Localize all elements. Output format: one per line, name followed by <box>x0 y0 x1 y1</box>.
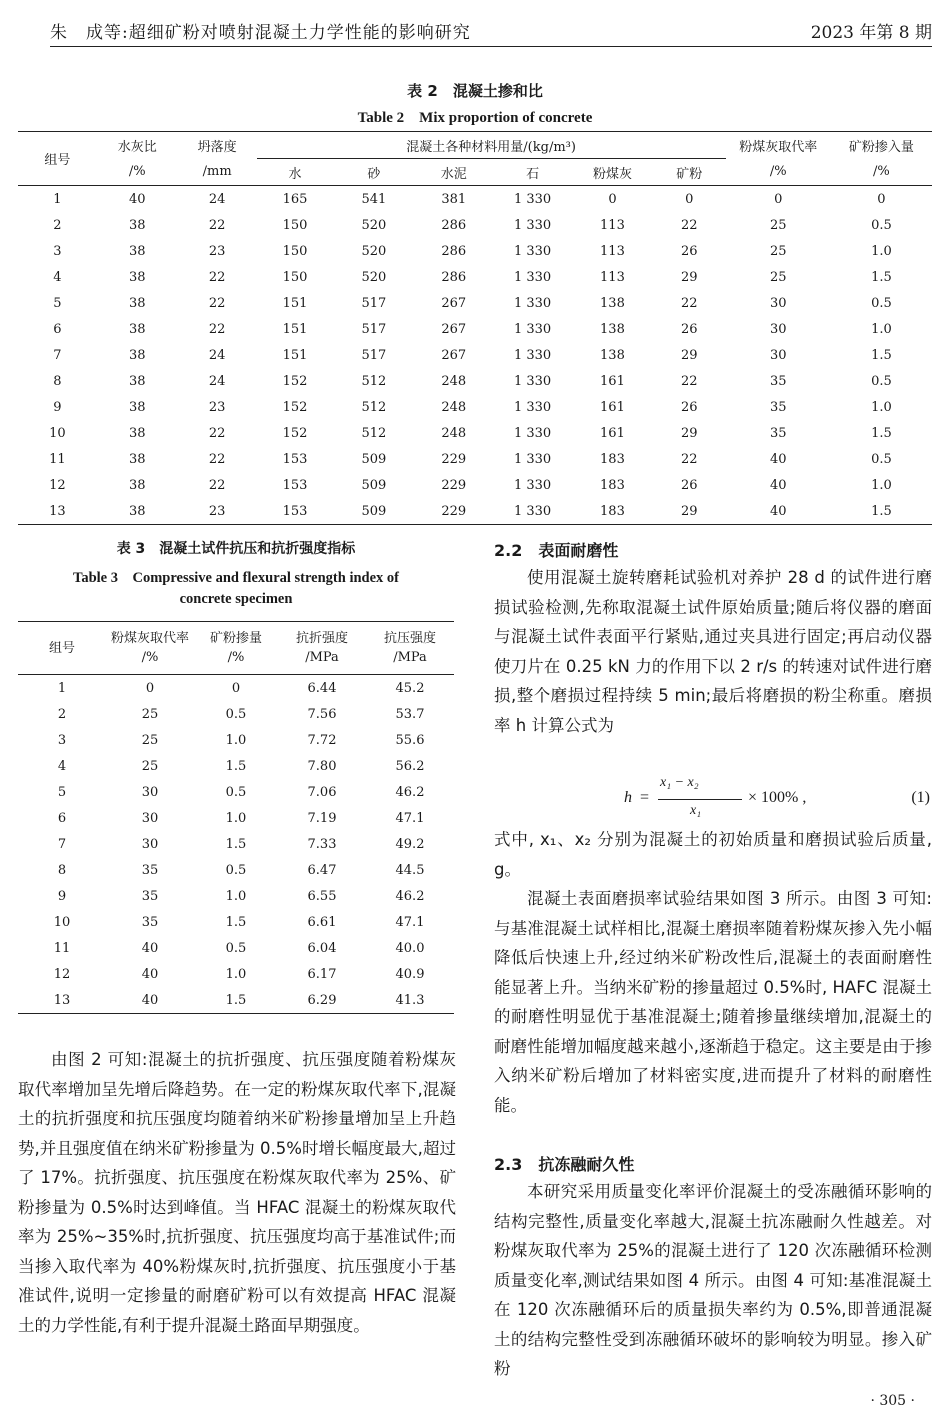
table-cell: 56.2 <box>395 758 425 774</box>
table-cell: 38 <box>129 217 146 233</box>
strength-table <box>18 621 454 1014</box>
table-cell: 7.72 <box>307 732 337 748</box>
table-cell: 1.0 <box>225 888 247 904</box>
mix-proportion-table <box>18 131 932 525</box>
table-cell: 512 <box>361 399 387 415</box>
table-cell: 541 <box>361 191 387 207</box>
table-row <box>18 264 932 290</box>
table-cell: 25 <box>769 269 787 285</box>
table-row <box>18 883 454 909</box>
table-cell: 1 <box>57 680 67 696</box>
table-cell: 22 <box>208 321 226 337</box>
table-cell: 0.5 <box>871 451 892 467</box>
table-cell: 38 <box>129 243 146 259</box>
table-cell: 161 <box>600 425 625 441</box>
table-cell: 1 330 <box>513 373 552 389</box>
table-cell: 0 <box>231 680 241 696</box>
table-cell: 3 <box>57 732 67 748</box>
left-paragraph <box>18 1045 456 1340</box>
table-cell: 152 <box>282 373 308 389</box>
table-cell: 25 <box>141 706 159 722</box>
table-cell: 1 <box>53 191 62 207</box>
section-2-3-p1: 本研究采用质量变化率评价混凝土的受冻融循环影响的结构完整性,质量变化率越大,混凝土抗冻融耐久性越差。对粉煤灰取代率为 25%的混凝土进行了 120 次冻融循环检测质量变化率,测试结果如图 4 所示。由图 4 可知:基准混凝土在 120 次冻融循环后的质量损失率约为 0.5%,即普通混凝土的结构完整性受到冻融循环破坏的影响较为明显。掺入矿粉 <box>494 1182 932 1378</box>
table-cell: 161 <box>600 399 625 415</box>
table-cell: 7 <box>53 347 62 363</box>
table-cell: 53.7 <box>395 706 425 722</box>
table-cell: 151 <box>282 347 308 363</box>
table-row <box>18 498 932 525</box>
table-cell: 0 <box>685 191 694 207</box>
table-cell: 22 <box>208 451 226 467</box>
table-cell: 29 <box>681 503 698 519</box>
table-cell: 517 <box>361 295 387 311</box>
table-cell: 512 <box>361 373 387 389</box>
table-cell: 267 <box>441 321 467 337</box>
table-row <box>18 212 932 238</box>
table-cell: 153 <box>282 451 308 467</box>
table-cell: 22 <box>681 217 698 233</box>
table-cell: 35 <box>141 862 159 878</box>
t3-col-flex: 抗折强度 /MPa <box>278 622 366 675</box>
table-cell: 6.55 <box>307 888 337 904</box>
table-cell: 1 330 <box>513 347 552 363</box>
table-cell: 23 <box>208 399 226 415</box>
table-cell: 152 <box>282 425 308 441</box>
table-cell: 0.5 <box>871 217 892 233</box>
table-cell: 38 <box>129 425 146 441</box>
table-cell: 1.0 <box>871 399 892 415</box>
table-cell: 26 <box>681 243 698 259</box>
table-cell: 229 <box>441 503 467 519</box>
table-row <box>18 446 932 472</box>
table-cell: 2 <box>53 217 62 233</box>
table-cell: 229 <box>441 477 467 493</box>
table-cell: 38 <box>129 399 146 415</box>
table-cell: 23 <box>208 503 226 519</box>
table-cell: 11 <box>53 940 71 956</box>
t3-col-comp: 抗压强度 /MPa <box>366 622 454 675</box>
table-cell: 5 <box>53 295 62 311</box>
table-cell: 1.0 <box>871 477 892 493</box>
table-cell: 22 <box>681 295 698 311</box>
table-row <box>18 368 932 394</box>
col-slag: 矿粉 <box>653 159 726 186</box>
table-row <box>18 420 932 446</box>
table-cell: 138 <box>600 347 625 363</box>
table-cell: 12 <box>49 477 66 493</box>
t3-col-group: 组号 <box>18 622 106 675</box>
table-cell: 1 330 <box>513 243 552 259</box>
table-cell: 1.0 <box>871 243 892 259</box>
table-cell: 30 <box>141 784 159 800</box>
table-row <box>18 394 932 420</box>
formula-equals: = <box>640 789 650 806</box>
table-cell: 1 330 <box>513 399 552 415</box>
col-materials: 混凝土各种材料用量/(kg/m³) <box>257 132 726 159</box>
table-cell: 22 <box>208 295 226 311</box>
table-cell: 1 330 <box>513 217 552 233</box>
table-cell: 113 <box>600 269 625 285</box>
table-cell: 46.2 <box>395 784 425 800</box>
table-cell: 29 <box>681 347 698 363</box>
table-cell: 30 <box>769 295 787 311</box>
table-cell: 35 <box>769 373 787 389</box>
table-cell: 1 330 <box>513 503 552 519</box>
table-cell: 6 <box>57 810 67 826</box>
col-flyash: 粉煤灰 <box>572 159 653 186</box>
table-cell: 46.2 <box>395 888 425 904</box>
table-cell: 8 <box>53 373 62 389</box>
table-row <box>18 909 454 935</box>
formula-numerator: x₁ − x₂ <box>660 775 699 790</box>
table-cell: 22 <box>208 217 226 233</box>
table-cell: 30 <box>769 347 787 363</box>
table-cell: 113 <box>600 217 625 233</box>
table-cell: 26 <box>681 477 698 493</box>
table-cell: 10 <box>49 425 66 441</box>
paragraph-fig2: 由图 2 可知:混凝土的抗折强度、抗压强度随着粉煤灰取代率增加呈先增后降趋势。在一定的粉煤灰取代率下,混凝土的抗折强度和抗压强度均随着纳米矿粉掺量增加呈上升趋势,并且强度值在纳米矿粉掺量为 0.5%时增长幅度最大,超过了 17%。抗折强度、抗压强度在粉煤灰取代率为 25%、矿粉掺量为 0.5%时达到峰值。当 HFAC 混凝土的粉煤灰取代率为 25%~35%时,抗折强度、抗压强度均高于基准试件;而当掺入取代率为 40%粉煤灰时,抗折强度、抗压强度小于基准试件,说明一定掺量的耐磨矿粉可以有效提高 HFAC 混凝土的力学性能,有利于提升混凝土路面早期强度。 <box>18 1050 456 1335</box>
table-cell: 0 <box>608 191 617 207</box>
table-cell: 151 <box>282 321 308 337</box>
table-cell: 40 <box>129 191 146 207</box>
table-cell: 7.56 <box>307 706 337 722</box>
table-row <box>18 472 932 498</box>
table-cell: 22 <box>208 425 226 441</box>
table-cell: 0.5 <box>871 373 892 389</box>
table-cell: 25 <box>769 217 787 233</box>
table-cell: 0.5 <box>225 784 247 800</box>
table3-caption-en-1: Table 3 Compressive and flexural strength index of <box>72 570 399 586</box>
table-cell: 509 <box>361 451 387 467</box>
table-cell: 267 <box>441 347 467 363</box>
table-cell: 26 <box>681 399 698 415</box>
table-cell: 24 <box>208 373 226 389</box>
table2-caption-en: Table 2 Mix proportion of concrete <box>357 110 593 126</box>
table-cell: 520 <box>361 269 387 285</box>
table-cell: 6.04 <box>307 940 337 956</box>
table-cell: 509 <box>361 503 387 519</box>
table-cell: 1.0 <box>225 732 247 748</box>
table-cell: 0.5 <box>871 295 892 311</box>
table2-caption-cn: 表 2 混凝土掺和比 <box>407 82 543 100</box>
table-cell: 24 <box>208 347 226 363</box>
col-slag-dose-unit: /% <box>831 159 932 186</box>
table-cell: 0 <box>145 680 155 696</box>
table-cell: 6.47 <box>307 862 337 878</box>
table-cell: 38 <box>129 477 146 493</box>
table-cell: 30 <box>141 810 159 826</box>
table-cell: 47.1 <box>395 810 425 826</box>
formula-lhs: h <box>624 789 632 806</box>
table-cell: 1 330 <box>513 295 552 311</box>
table-cell: 1.0 <box>225 810 247 826</box>
section-2-3-title: 2.3 抗冻融耐久性 <box>494 1155 635 1174</box>
table-cell: 25 <box>141 732 159 748</box>
table-cell: 6.29 <box>307 992 337 1008</box>
table-cell: 0 <box>877 191 886 207</box>
table-cell: 248 <box>441 399 467 415</box>
table-row <box>18 779 454 805</box>
table-cell: 10 <box>53 914 71 930</box>
table-cell: 6 <box>53 321 62 337</box>
table-cell: 183 <box>600 451 625 467</box>
table-cell: 40 <box>141 966 159 982</box>
header-issue: 2023 年第 8 期 <box>810 23 932 43</box>
table-cell: 44.5 <box>395 862 425 878</box>
col-stone: 石 <box>493 159 572 186</box>
col-slump: 坍落度 <box>197 139 237 155</box>
table-cell: 40.0 <box>395 940 425 956</box>
table-cell: 138 <box>600 295 625 311</box>
table-cell: 40 <box>769 451 787 467</box>
table-cell: 150 <box>282 243 308 259</box>
table-row <box>18 987 454 1014</box>
table-cell: 4 <box>53 269 62 285</box>
table-cell: 47.1 <box>395 914 425 930</box>
table-cell: 40 <box>769 503 787 519</box>
table-cell: 8 <box>57 862 67 878</box>
table-row <box>18 753 454 779</box>
table-cell: 40 <box>141 940 159 956</box>
col-wc-unit: /% <box>97 159 178 186</box>
table-row <box>18 727 454 753</box>
section-2-2-title: 2.2 表面耐磨性 <box>494 541 619 560</box>
table-cell: 161 <box>600 373 625 389</box>
table-row <box>18 316 932 342</box>
table-cell: 0.5 <box>225 862 247 878</box>
table-cell: 35 <box>769 425 787 441</box>
formula-denominator: x₁ <box>690 803 702 818</box>
col-wc: 水灰比 <box>117 139 157 155</box>
table-cell: 49.2 <box>395 836 425 852</box>
table-cell: 38 <box>129 269 146 285</box>
col-water: 水 <box>257 159 334 186</box>
table-cell: 1 330 <box>513 451 552 467</box>
table-cell: 0.5 <box>225 706 247 722</box>
table-cell: 9 <box>57 888 67 904</box>
header-authors-title: 朱 成等:超细矿粉对喷射混凝土力学性能的影响研究 <box>50 23 471 43</box>
table-cell: 12 <box>53 966 71 982</box>
formula-tail: × 100% , <box>748 789 807 806</box>
table-row <box>18 186 932 213</box>
table-row <box>18 290 932 316</box>
table-cell: 38 <box>129 321 146 337</box>
table-cell: 40 <box>141 992 159 1008</box>
table-cell: 30 <box>141 836 159 852</box>
table-cell: 113 <box>600 243 625 259</box>
table-cell: 29 <box>681 425 698 441</box>
table-cell: 1 330 <box>513 191 552 207</box>
table3-caption-cn: 表 3 混凝土试件抗压和抗折强度指标 <box>116 541 356 557</box>
table-cell: 23 <box>208 243 226 259</box>
col-flyash-rate-unit: /% <box>726 159 831 186</box>
table-cell: 22 <box>208 269 226 285</box>
table-row <box>18 238 932 264</box>
table-cell: 151 <box>282 295 308 311</box>
table-cell: 183 <box>600 503 625 519</box>
table-cell: 9 <box>53 399 62 415</box>
formula-wear-rate <box>620 775 930 827</box>
table-cell: 40 <box>769 477 787 493</box>
table-cell: 509 <box>361 477 387 493</box>
table-cell: 7.19 <box>307 810 337 826</box>
col-flyash-rate: 粉煤灰取代率 <box>739 139 818 155</box>
table-cell: 286 <box>441 243 467 259</box>
table-cell: 30 <box>769 321 787 337</box>
table-cell: 267 <box>441 295 467 311</box>
table-cell: 520 <box>361 217 387 233</box>
formula-fraction-bar <box>658 799 742 800</box>
t3-col-rate: 粉煤灰取代率 /% <box>106 622 194 675</box>
table-cell: 11 <box>49 451 66 467</box>
table-cell: 1 330 <box>513 425 552 441</box>
table-cell: 38 <box>129 295 146 311</box>
table-cell: 22 <box>681 373 698 389</box>
table3-caption-en-2: concrete specimen <box>179 591 293 607</box>
table-cell: 38 <box>129 451 146 467</box>
table-cell: 7 <box>57 836 67 852</box>
table-cell: 1.5 <box>871 503 892 519</box>
table-cell: 13 <box>49 503 66 519</box>
table-cell: 520 <box>361 243 387 259</box>
table-cell: 41.3 <box>395 992 425 1008</box>
table-cell: 7.06 <box>307 784 337 800</box>
table-cell: 35 <box>141 888 159 904</box>
t3-col-dose: 矿粉掺量 /% <box>194 622 278 675</box>
section-2-2-p3: 混凝土表面磨损率试验结果如图 3 所示。由图 3 可知:与基准混凝土试样相比,混凝土磨损率随着粉煤灰掺入先小幅降低后快速上升,经过纳米矿粉改性后,混凝土的表面耐磨性能显著上升。当纳米矿粉的掺量超过 0.5%时, HAFC 混凝土的耐磨性明显优于基准混凝土;随着掺量继续增加,混凝土的耐磨性能增加幅度越来越小,逐渐趋于稳定。这主要是由于掺入纳米矿粉后增加了材料密实度,进而提升了材料的耐磨性能。 <box>494 889 932 1115</box>
table-cell: 6.17 <box>307 966 337 982</box>
table-row <box>18 961 454 987</box>
table-cell: 22 <box>208 477 226 493</box>
table-cell: 55.6 <box>395 732 425 748</box>
table-cell: 1.5 <box>871 425 892 441</box>
table-cell: 45.2 <box>395 680 425 696</box>
table-cell: 35 <box>769 399 787 415</box>
table-cell: 2 <box>57 706 67 722</box>
col-sand: 砂 <box>333 159 414 186</box>
table-cell: 286 <box>441 217 467 233</box>
col-slag-dose: 矿粉掺入量 <box>848 139 914 155</box>
table-cell: 38 <box>129 373 146 389</box>
table-cell: 4 <box>57 758 67 774</box>
table-cell: 286 <box>441 269 467 285</box>
table-row <box>18 675 454 702</box>
table-cell: 7.33 <box>307 836 337 852</box>
table-row <box>18 342 932 368</box>
table-row <box>18 857 454 883</box>
table-cell: 138 <box>600 321 625 337</box>
table-cell: 165 <box>282 191 308 207</box>
table-cell: 13 <box>53 992 71 1008</box>
table-cell: 7.80 <box>307 758 337 774</box>
table-row <box>18 805 454 831</box>
table-cell: 40.9 <box>395 966 425 982</box>
table-cell: 22 <box>681 451 698 467</box>
table-cell: 25 <box>769 243 787 259</box>
table-row <box>18 935 454 961</box>
table-cell: 1 330 <box>513 321 552 337</box>
table-cell: 517 <box>361 347 387 363</box>
table-cell: 1.5 <box>225 992 247 1008</box>
table-cell: 0 <box>774 191 783 207</box>
table-cell: 229 <box>441 451 467 467</box>
section-2-2-p1: 使用混凝土旋转磨耗试验机对养护 28 d 的试件进行磨损试验检测,先称取混凝土试件原始质量;随后将仪器的磨面与混凝土试件表面平行紧贴,通过夹具进行固定;再启动仪器使刀片在 0.25 kN 力的作用下以 2 r/s 的转速对试件进行磨损,整个磨损过程持续 5 min;最后将磨损的粉尘称重。磨损率 h 计算公式为 <box>494 568 932 735</box>
table-cell: 24 <box>208 191 226 207</box>
table-cell: 38 <box>129 347 146 363</box>
table-cell: 38 <box>129 503 146 519</box>
table-row <box>18 701 454 727</box>
table-cell: 25 <box>141 758 159 774</box>
table-cell: 35 <box>141 914 159 930</box>
table-cell: 6.61 <box>307 914 337 930</box>
section-2-2-p2: 式中, x₁、x₂ 分别为混凝土的初始质量和磨损试验后质量, g。 <box>494 830 932 879</box>
col-cement: 水泥 <box>414 159 493 186</box>
formula-number: (1) <box>911 789 930 806</box>
table-cell: 3 <box>53 243 62 259</box>
table-cell: 153 <box>282 503 308 519</box>
table-cell: 0.5 <box>225 940 247 956</box>
table-row <box>18 831 454 857</box>
table-cell: 1.5 <box>225 836 247 852</box>
table-cell: 152 <box>282 399 308 415</box>
table-cell: 517 <box>361 321 387 337</box>
table-cell: 26 <box>681 321 698 337</box>
table-cell: 29 <box>681 269 698 285</box>
table-cell: 1.0 <box>225 966 247 982</box>
table-cell: 153 <box>282 477 308 493</box>
table-cell: 183 <box>600 477 625 493</box>
page-number: · 305 · <box>870 1393 915 1409</box>
table-cell: 1.5 <box>225 914 247 930</box>
table-cell: 1.5 <box>225 758 247 774</box>
col-group: 组号 <box>18 132 97 186</box>
table-cell: 512 <box>361 425 387 441</box>
table-cell: 381 <box>441 191 467 207</box>
col-slump-unit: /mm <box>178 159 257 186</box>
table-cell: 1.5 <box>871 347 892 363</box>
table-cell: 1 330 <box>513 269 552 285</box>
table-cell: 6.44 <box>307 680 337 696</box>
table-cell: 1 330 <box>513 477 552 493</box>
table-cell: 150 <box>282 217 308 233</box>
table-cell: 150 <box>282 269 308 285</box>
table-cell: 5 <box>57 784 67 800</box>
table-cell: 1.5 <box>871 269 892 285</box>
table-cell: 1.0 <box>871 321 892 337</box>
running-header <box>50 10 932 47</box>
table-cell: 248 <box>441 373 467 389</box>
table-cell: 248 <box>441 425 467 441</box>
